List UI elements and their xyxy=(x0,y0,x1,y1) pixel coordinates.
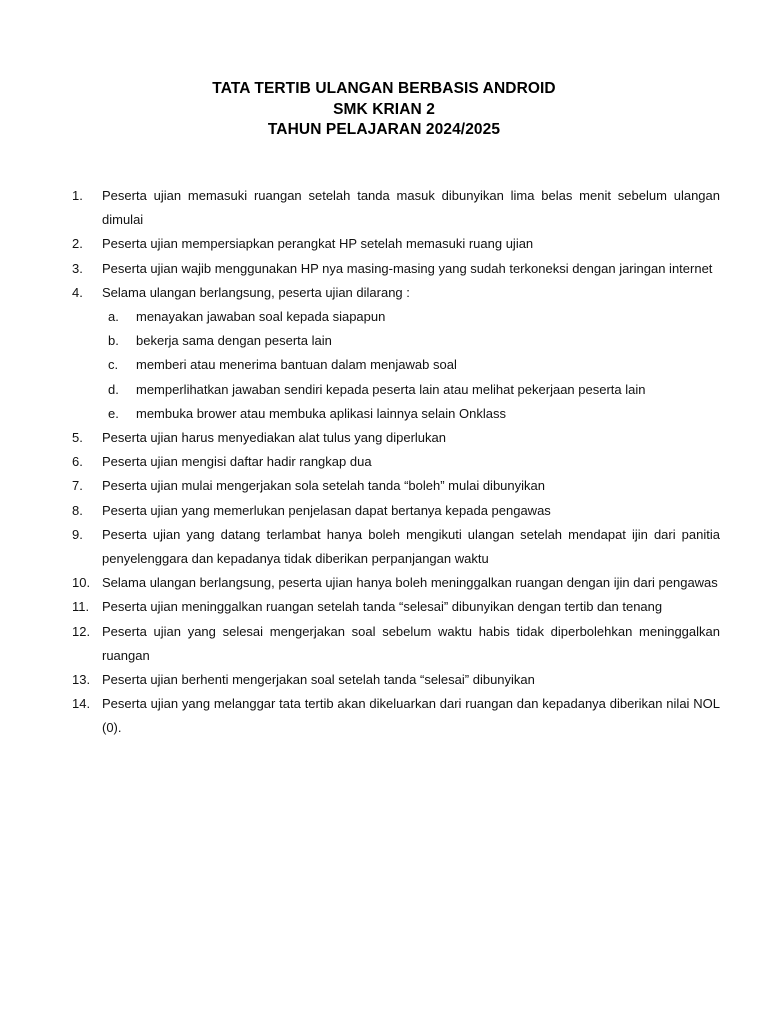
sub-item-text: bekerja sama dengan peserta lain xyxy=(136,333,332,349)
sub-item-letter: c. xyxy=(108,357,119,373)
rule-item-11 xyxy=(72,595,720,619)
rules-list xyxy=(72,184,720,741)
prohibitions-sublist xyxy=(102,305,720,426)
sub-item-c xyxy=(102,353,720,377)
rule-number: 4. xyxy=(72,284,83,300)
rule-text: Peserta ujian yang memerlukan penjelasan dapat bertanya kepada pengawas xyxy=(102,502,551,518)
rule-item-14 xyxy=(72,692,720,740)
rule-text: Peserta ujian yang datang terlambat hanya boleh mengikuti ulangan setelah mendapat ijin dari panitia penyelenggara dan kepadanya tidak diberikan perpanjangan waktu xyxy=(102,526,720,567)
title-line-1: TATA TERTIB ULANGAN BERBASIS ANDROID xyxy=(212,80,556,97)
sub-item-text: memperlihatkan jawaban sendiri kepada peserta lain atau melihat pekerjaan peserta lain xyxy=(136,381,646,397)
rule-item-10 xyxy=(72,571,720,595)
rule-item-1 xyxy=(72,184,720,232)
rule-text: Peserta ujian memasuki ruangan setelah tanda masuk dibunyikan lima belas menit sebelum ulangan dimulai xyxy=(102,188,720,228)
rule-item-3 xyxy=(72,257,720,281)
document-title xyxy=(0,79,768,141)
rule-number: 1. xyxy=(72,188,83,203)
sub-item-text: menayakan jawaban soal kepada siapapun xyxy=(136,309,386,325)
rule-text: Peserta ujian harus menyediakan alat tulus yang diperlukan xyxy=(102,430,446,446)
rule-item-4 xyxy=(72,281,720,426)
rule-number: 11. xyxy=(72,599,90,615)
sub-item-e xyxy=(102,402,720,426)
rule-item-12 xyxy=(72,620,720,668)
rule-text: Peserta ujian wajib menggunakan HP nya masing-masing yang sudah terkoneksi dengan jaringan internet xyxy=(102,260,713,276)
rule-number: 5. xyxy=(72,430,83,446)
rule-number: 3. xyxy=(72,260,83,276)
sub-item-letter: a. xyxy=(108,309,119,325)
rule-number: 10. xyxy=(72,575,91,591)
title-line-3: TAHUN PELAJARAN 2024/2025 xyxy=(267,121,501,138)
sub-item-text: membuka brower atau membuka aplikasi lainnya selain Onklass xyxy=(136,405,506,421)
sub-item-text: memberi atau menerima bantuan dalam menjawab soal xyxy=(136,357,457,373)
sub-item-letter: d. xyxy=(108,381,119,397)
rule-number: 2. xyxy=(72,236,83,252)
rule-text: Peserta ujian yang melanggar tata tertib akan dikeluarkan dari ruangan dan kepadanya diberikan nilai NOL (0). xyxy=(102,696,720,736)
sub-item-letter: e. xyxy=(108,405,119,421)
rule-text: Peserta ujian yang selesai mengerjakan soal sebelum waktu habis tidak diperbolehkan meninggalkan ruangan xyxy=(102,623,720,663)
rule-text: Peserta ujian mempersiapkan perangkat HP setelah memasuki ruang ujian xyxy=(102,236,534,252)
rule-text: Peserta ujian mengisi daftar hadir rangkap dua xyxy=(102,454,372,470)
sub-item-a xyxy=(102,305,720,329)
rule-item-6 xyxy=(72,450,720,474)
sub-item-b xyxy=(102,329,720,353)
rule-number: 12. xyxy=(72,623,91,639)
rule-number: 8. xyxy=(72,502,83,518)
rule-item-9 xyxy=(72,523,720,571)
rule-number: 14. xyxy=(72,696,91,712)
rule-item-13 xyxy=(72,668,720,692)
rule-item-8 xyxy=(72,499,720,523)
rule-text: Selama ulangan berlangsung, peserta ujian hanya boleh meninggalkan ruangan dengan ijin dari pengawas xyxy=(102,575,718,591)
rule-number: 7. xyxy=(72,478,83,494)
rule-number: 9. xyxy=(72,526,83,542)
rule-item-7 xyxy=(72,474,720,498)
rule-text: Peserta ujian mulai mengerjakan sola setelah tanda “boleh” mulai dibunyikan xyxy=(102,478,545,494)
rule-text: Selama ulangan berlangsung, peserta ujian dilarang : xyxy=(102,284,410,300)
rule-item-5 xyxy=(72,426,720,450)
rule-item-2 xyxy=(72,232,720,256)
rule-number: 6. xyxy=(72,454,83,470)
rule-number: 13. xyxy=(72,672,91,688)
sub-item-d xyxy=(102,378,720,402)
rule-text: Peserta ujian berhenti mengerjakan soal setelah tanda “selesai” dibunyikan xyxy=(102,672,535,688)
sub-item-letter: b. xyxy=(108,333,119,349)
title-line-2: SMK KRIAN 2 xyxy=(333,100,435,118)
rule-text: Peserta ujian meninggalkan ruangan setelah tanda “selesai” dibunyikan dengan tertib dan tenang xyxy=(102,599,663,615)
